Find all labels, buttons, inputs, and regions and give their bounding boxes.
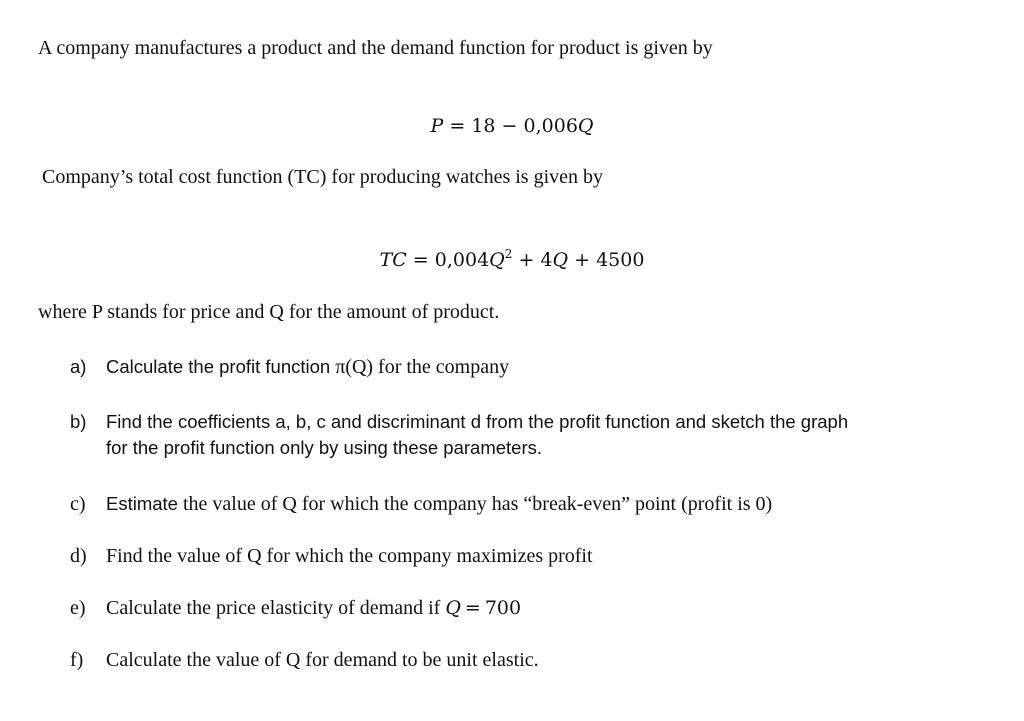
- demand-equation: P = 18 − 0,006Q: [430, 115, 594, 137]
- cost-equation: TC = $0,004Q^2 + 4Q + 4500$: [379, 247, 645, 271]
- question-label: e): [70, 597, 86, 619]
- question-label: f): [70, 649, 84, 671]
- intro-text: A company manufactures a product and the demand function for product is given by: [38, 37, 713, 59]
- question-label: b): [70, 411, 87, 432]
- cost-intro-text: Company’s total cost function (TC) for producing watches is given by: [42, 166, 604, 188]
- question-label: a): [70, 356, 87, 377]
- question-label: c): [70, 493, 86, 515]
- where-text: where P stands for price and Q for the amount of product.: [38, 301, 500, 323]
- question-label: d): [70, 545, 87, 567]
